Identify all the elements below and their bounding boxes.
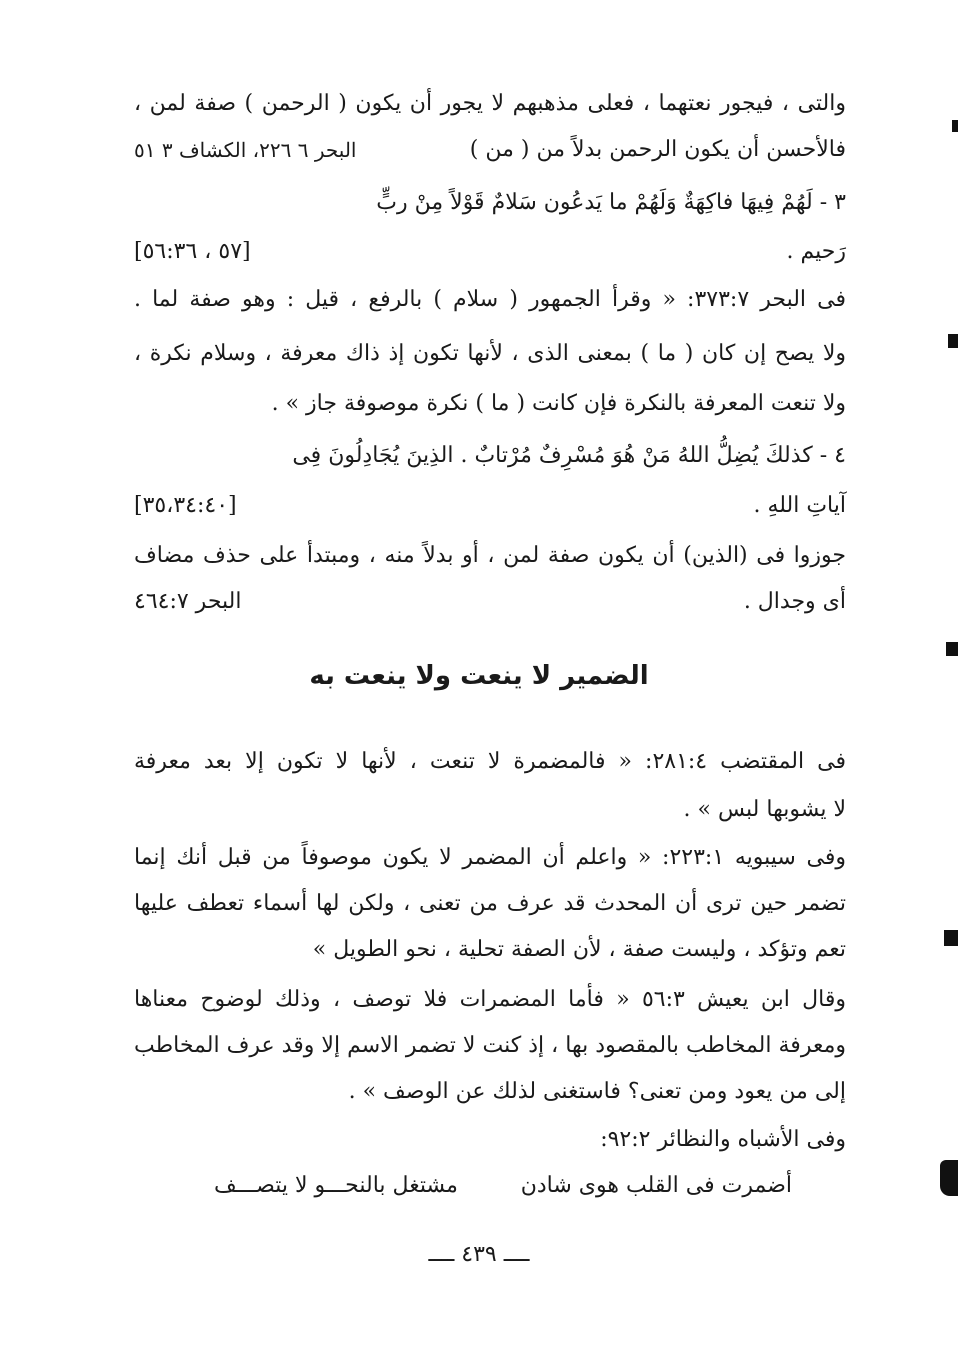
text-line: والتى ، فيجور نعتهما ، فعلى مذهبهم لا يجور أن يكون ( الرحمن ) صفة لمن ، xyxy=(134,91,846,116)
text-line: لا يشوبها لبس » . xyxy=(683,797,846,822)
text-line: تعم وتؤكد ، وليست صفة ، لأن الصفة تحلية ، نحو الطويل » xyxy=(312,937,846,962)
quran-verse: ٤ - كذلكَ يُضِلُّ اللهُ مَنْ هُوَ مُسْرِفٌ مُرْتابٌ . الذِينَ يُجَادِلُونَ فِى xyxy=(292,443,846,468)
scan-mark xyxy=(952,120,958,132)
text-line: فى البحر ٣٧٣:٧: « وقرأ الجمهور ( سلام ) بالرفع ، قيل : وهو صفة لما . xyxy=(134,287,846,312)
text-line: فالأحسن أن يكون الرحمن بدلاً من ( من ) xyxy=(469,137,846,162)
scan-mark xyxy=(940,1160,958,1196)
page-number: ــــ ٤٣٩ ــــ xyxy=(428,1242,530,1267)
text-line: ولا يصح إن كان ( ما ) بمعنى الذى ، لأنها تكون إذ ذاك معرفة ، وسلام نكرة ، xyxy=(134,341,846,366)
verse-reference: [٣٥،٣٤:٤٠] xyxy=(134,493,237,518)
text-line: أى وجدال . xyxy=(743,589,846,614)
text-line: وقال ابن يعيش ٥٦:٣ « فأما المضمرات فلا توصف ، وذلك لوضوح معناها xyxy=(134,987,847,1012)
scan-mark xyxy=(948,334,958,348)
scan-mark xyxy=(946,642,958,656)
scan-mark xyxy=(944,930,958,946)
text-line: تضمر حين ترى أن المحدث قد عرف من تعنى ، ولكن لها أسماء تعطف عليها xyxy=(134,891,846,916)
reference-note: البحر ٦ ٢٢٦، الكشاف ٣ ٥١ xyxy=(134,138,357,162)
poem-hemistich-first: أضمرت فى القلب هوى شادن xyxy=(520,1173,792,1198)
text-line: فى المقتضب ٢٨١:٤: « فالمضمرة لا تنعت ، لأنها لا تكون إلا بعد معرفة xyxy=(134,749,846,774)
quran-verse-continued: رَحيم . xyxy=(786,239,846,264)
quran-verse-continued: آياتِ اللهِ . xyxy=(753,493,846,518)
quran-verse: ٣ - لَهُمْ فِيهَا فاكِهَةٌ وَلَهُمْ ما يَدعُون سَلامٌ قَوْلاً مِنْ ربٍّ xyxy=(376,190,846,215)
text-line: ولا تنعت المعرفة بالنكرة فإن كانت ( ما ) نكرة موصوفة جاز » . xyxy=(271,391,846,416)
text-line: إلى من يعود ومن تعنى؟ فاستغنى لذلك عن الوصف » . xyxy=(348,1079,846,1104)
text-line: وفى الأشباه والنظائر ٩٢:٢: xyxy=(600,1127,846,1152)
poem-hemistich-second: مشتغل بالنحـــو لا يتصـــف xyxy=(214,1173,458,1198)
text-line: وفى سيبويه ٢٢٣:١: « واعلم أن المضمر لا يكون موصوفاً من قبل أنك إنما xyxy=(134,845,846,870)
verse-reference: [٥٧ ، ٥٦:٣٦] xyxy=(134,239,251,264)
text-line: جوزوا فى (الذين) أن يكون صفة لمن ، أو بدلاً منه ، ومبتدأ على حذف مضاف xyxy=(134,543,846,568)
text-line: ومعرفة المخاطب بالمقصود بها ، إذ كنت لا تضمر الاسم إلا وقد عرف المخاطب xyxy=(134,1033,846,1058)
reference-note: البحر ٤٦٤:٧ xyxy=(134,589,242,614)
section-heading: الضمير لا ينعت ولا ينعت به xyxy=(309,661,649,691)
